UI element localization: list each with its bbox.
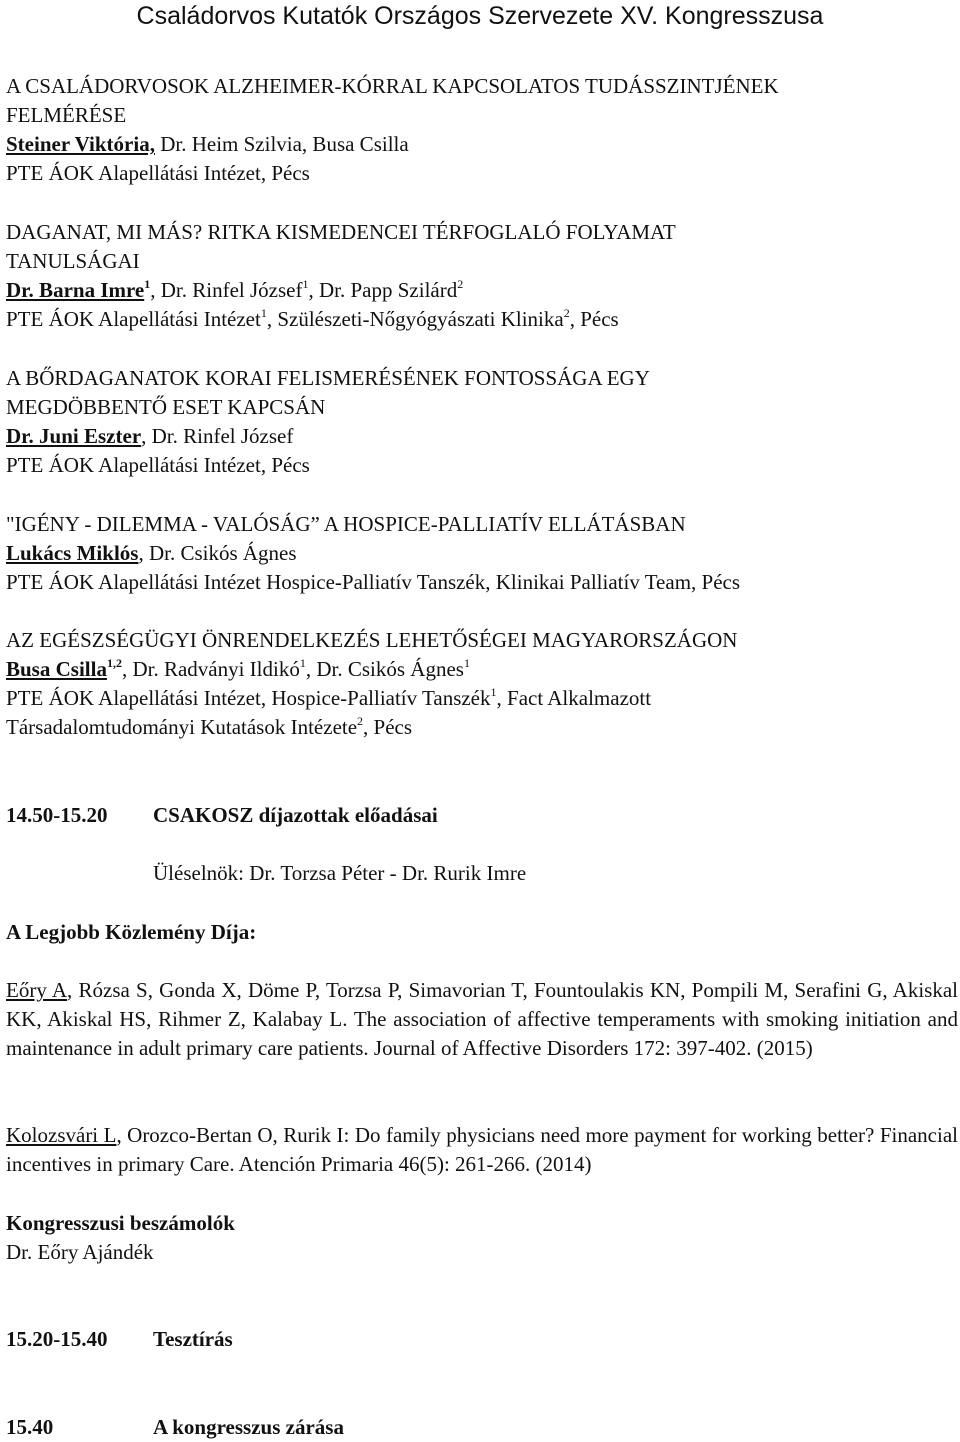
abstract-affiliation bbox=[6, 305, 619, 334]
session-time: 15.20-15.40 bbox=[6, 1327, 108, 1351]
superscript: 1 bbox=[302, 277, 309, 291]
coauthors: , Dr. Rinfel József bbox=[141, 424, 294, 448]
report-heading: Kongresszusi beszámolók bbox=[6, 1211, 235, 1235]
session-chairs: Üléselnök: Dr. Torzsa Péter - Dr. Rurik Imre bbox=[153, 861, 527, 885]
abstract-affiliation: PTE ÁOK Alapellátási Intézet, Pécs bbox=[6, 161, 310, 185]
abstract-affiliation-cont bbox=[6, 713, 412, 742]
abstract-title: DAGANAT, MI MÁS? RITKA KISMEDENCEI TÉRFOGLALÓ FOLYAMAT bbox=[6, 220, 676, 244]
abstract-authors bbox=[6, 422, 293, 451]
publication-text: , Orozco-Bertan O, Rurik I: Do family physicians need more payment for working better? Financial incentives in primary Care. Atención Primaria 46(5): 261-266. (2014) bbox=[6, 1123, 958, 1176]
superscript: 1 bbox=[490, 685, 497, 699]
superscript: 2 bbox=[563, 306, 570, 320]
presenter-name: Lukács Miklós bbox=[6, 541, 139, 565]
superscript: 1 bbox=[463, 656, 470, 670]
abstract-authors bbox=[6, 276, 463, 305]
abstract-affiliation bbox=[6, 684, 651, 713]
presenter-name: Busa Csilla bbox=[6, 657, 107, 681]
presenter-name: Steiner Viktória, bbox=[6, 132, 155, 156]
session-title: CSAKOSZ díjazottak előadásai bbox=[153, 803, 438, 827]
abstract-affiliation: PTE ÁOK Alapellátási Intézet, Pécs bbox=[6, 453, 310, 477]
superscript: 2 bbox=[457, 277, 464, 291]
coauthors: , Dr. Csikós Ágnes bbox=[138, 541, 297, 565]
coauthor: , Dr. Csikós Ágnes bbox=[305, 657, 464, 681]
abstract-authors bbox=[6, 539, 297, 568]
session-title: Tesztírás bbox=[153, 1327, 233, 1351]
abstract-title: A CSALÁDORVOSOK ALZHEIMER-KÓRRAL KAPCSOLATOS TUDÁSSZINTJÉNEK bbox=[6, 74, 779, 98]
abstract-title-cont: MEGDÖBBENTŐ ESET KAPCSÁN bbox=[6, 395, 326, 419]
affiliation-part: , Pécs bbox=[569, 307, 619, 331]
publication-entry bbox=[6, 976, 958, 1063]
coauthors: Dr. Heim Szilvia, Busa Csilla bbox=[154, 132, 409, 156]
affiliation-part: , Szülészeti-Nőgyógyászati Klinika bbox=[266, 307, 564, 331]
abstract-title: AZ EGÉSZSÉGÜGYI ÖNRENDELKEZÉS LEHETŐSÉGEI MAGYARORSZÁGON bbox=[6, 628, 738, 652]
abstract-affiliation: PTE ÁOK Alapellátási Intézet Hospice-Palliatív Tanszék, Klinikai Palliatív Team, Pécs bbox=[6, 570, 741, 594]
coauthor: , Dr. Rinfel József bbox=[150, 278, 303, 302]
affiliation-part: , Fact Alkalmazott bbox=[496, 686, 652, 710]
publication-author: Kolozsvári L bbox=[6, 1123, 117, 1147]
coauthor: , Dr. Papp Szilárd bbox=[308, 278, 458, 302]
page-header: Családorvos Kutatók Országos Szervezete XV. Kongresszusa bbox=[136, 2, 824, 30]
superscript: 1 bbox=[144, 277, 151, 291]
presenter-name: Dr. Barna Imre bbox=[6, 278, 145, 302]
session-time: 14.50-15.20 bbox=[6, 803, 108, 827]
publication-text: , Rózsa S, Gonda X, Döme P, Torzsa P, Simavorian T, Fountoulakis KN, Pompili M, Serafini G, Akiskal KK, Akiskal HS, Rihmer Z, Kalabay L. The association of affective temperaments with smoking initiation and maintenance in adult primary care patients. Journal of Affective Disorders 172: 397-402. (2015) bbox=[6, 978, 959, 1060]
abstract-title: A BŐRDAGANATOK KORAI FELISMERÉSÉNEK FONTOSSÁGA EGY bbox=[6, 366, 650, 390]
superscript: 1,2 bbox=[106, 656, 122, 670]
award-heading: A Legjobb Közlemény Díja: bbox=[6, 920, 257, 944]
presenter-name: Dr. Juni Eszter bbox=[6, 424, 142, 448]
abstract-title-cont: FELMÉRÉSE bbox=[6, 103, 127, 127]
affiliation-part: PTE ÁOK Alapellátási Intézet bbox=[6, 307, 261, 331]
abstract-authors bbox=[6, 655, 470, 684]
affiliation-part: , Pécs bbox=[363, 715, 413, 739]
superscript: 2 bbox=[357, 714, 364, 728]
publication-author: Eőry A bbox=[6, 978, 68, 1002]
affiliation-part: PTE ÁOK Alapellátási Intézet, Hospice-Palliatív Tanszék bbox=[6, 686, 491, 710]
report-presenter: Dr. Eőry Ajándék bbox=[6, 1240, 154, 1264]
abstract-authors bbox=[6, 130, 409, 159]
abstract-title-cont: TANULSÁGAI bbox=[6, 249, 140, 273]
publication-entry bbox=[6, 1121, 958, 1179]
abstract-title: "IGÉNY - DILEMMA - VALÓSÁG” A HOSPICE-PALLIATÍV ELLÁTÁSBAN bbox=[6, 512, 686, 536]
superscript: 1 bbox=[299, 656, 306, 670]
coauthor: , Dr. Radványi Ildikó bbox=[121, 657, 300, 681]
session-title: A kongresszus zárása bbox=[153, 1415, 344, 1439]
session-time: 15.40 bbox=[6, 1415, 54, 1439]
superscript: 1 bbox=[260, 306, 267, 320]
affiliation-part: Társadalomtudományi Kutatások Intézete bbox=[6, 715, 358, 739]
